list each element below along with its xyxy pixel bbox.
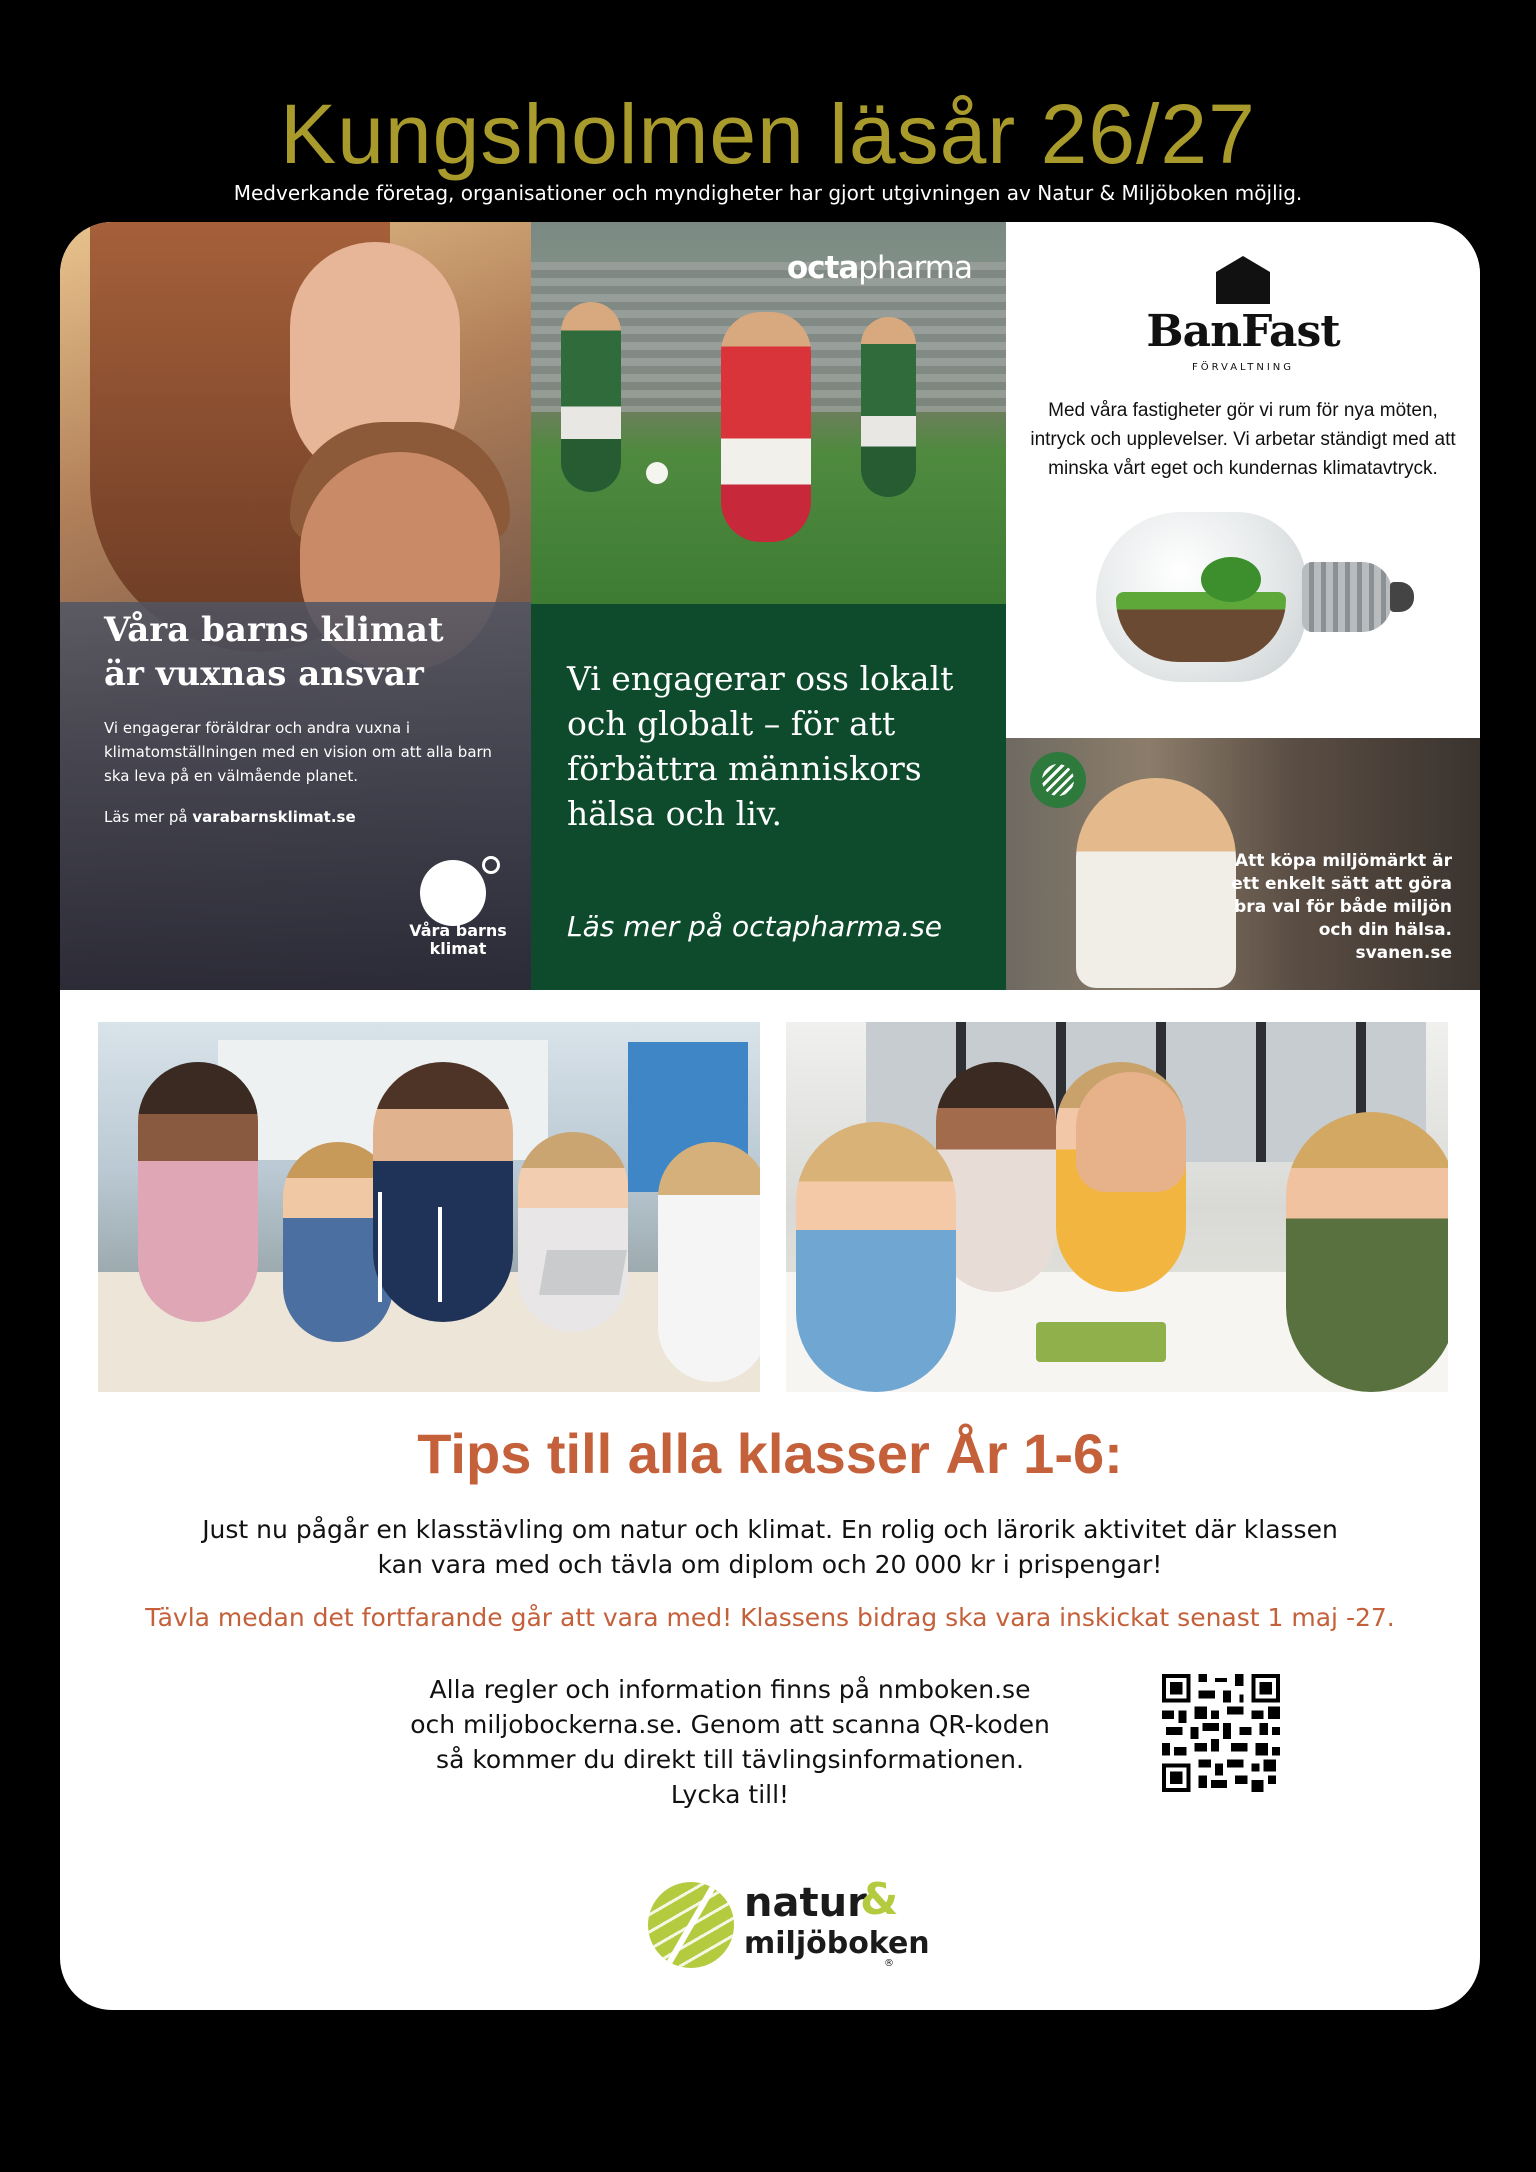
banfast-name: BanFast <box>1146 306 1340 357</box>
classroom-photo-1 <box>98 1022 760 1392</box>
tips-p3-line3: så kommer du direkt till tävlingsinformationen. <box>436 1745 1024 1774</box>
banfast-text: Med våra fastigheter gör vi rum för nya möten, intryck och upplevelser. Vi arbetar ständigt med att minska vårt eget och kundernas klimatavtryck. <box>1030 400 1456 479</box>
tips-heading: Tips till alla klasser År 1-6: <box>417 1422 1123 1485</box>
logo-ampersand: & <box>860 1874 899 1925</box>
octapharma-quote: Vi engagerar oss lokalt och globalt – för att förbättra människors hälsa och liv. <box>567 659 954 833</box>
bulb-base <box>1302 562 1392 632</box>
teacher <box>373 1062 513 1322</box>
bulb-tip <box>1390 582 1414 612</box>
banfast-sub: FÖRVALTNING <box>1191 362 1295 373</box>
vbk-logo-line1: Våra barns <box>409 921 507 940</box>
tips-paragraph-3 <box>410 1672 1050 1812</box>
soccer-player-green-1 <box>561 302 621 492</box>
wind-turbine-model-2 <box>438 1207 442 1302</box>
tips-p1-line2: kan vara med och tävla om diplom och 20 000 kr i prispengar! <box>377 1550 1163 1579</box>
tips-p1-line1: Just nu pågår en klasstävling om natur och klimat. En rolig och lärorik aktivitet där klassen <box>202 1515 1338 1544</box>
vbk-more-prefix: Läs mer på <box>104 808 193 826</box>
bulb-tree <box>1201 557 1261 602</box>
bulb-landscape <box>1116 592 1286 662</box>
vbk-headline <box>104 608 504 696</box>
pencil-box <box>1036 1322 1166 1362</box>
tips-p3-line4: Lycka till! <box>670 1780 790 1809</box>
wind-turbine-model-1 <box>378 1192 382 1302</box>
laptop <box>539 1250 627 1295</box>
vbk-more <box>104 808 356 826</box>
vara-barns-klimat-logo <box>400 856 510 966</box>
octapharma-photo <box>531 222 1006 604</box>
vbk-headline-line2: är vuxnas ansvar <box>104 654 424 694</box>
logo-word-natur: natur <box>744 1880 867 1926</box>
page-title: Kungsholmen läsår 26/27 <box>280 87 1256 181</box>
svanen-line1: Att köpa miljömärkt är <box>1234 851 1452 871</box>
octapharma-logo-light: pharma <box>858 250 972 286</box>
student-boy-1 <box>796 1122 956 1392</box>
lightbulb-image <box>1096 512 1306 682</box>
tips-p3-line2: och miljobockerna.se. Genom att scanna QR-koden <box>410 1710 1050 1739</box>
octapharma-logo <box>787 250 972 286</box>
high-five-hands <box>1076 1072 1186 1192</box>
svanen-link[interactable]: svanen.se <box>1355 943 1452 963</box>
soccer-player-green-2 <box>861 317 916 497</box>
soccer-ball <box>646 462 668 484</box>
vara-barns-klimat-ad[interactable] <box>60 222 531 990</box>
tips-p3-line1: Alla regler och information finns på nmboken.se <box>429 1675 1031 1704</box>
vbk-more-link[interactable]: varabarnsklimat.se <box>192 808 356 826</box>
vbk-headline-line1: Våra barns klimat <box>104 610 444 650</box>
octapharma-link[interactable]: Läs mer på octapharma.se <box>567 910 942 943</box>
logo-ring-icon <box>482 856 500 874</box>
student-girl-3 <box>658 1142 760 1382</box>
student-girl-2 <box>518 1132 628 1332</box>
svanen-line4: och din hälsa. <box>1318 920 1452 940</box>
qr-code-icon[interactable] <box>1162 1674 1280 1792</box>
student-girl-1 <box>138 1062 258 1322</box>
svanen-logo-icon <box>1030 752 1086 808</box>
classroom-photo-2 <box>786 1022 1448 1392</box>
octapharma-ad[interactable] <box>531 604 1006 990</box>
leaf-icon <box>648 1882 734 1968</box>
octapharma-logo-bold: octa <box>786 250 859 286</box>
vbk-logo-text <box>398 922 518 958</box>
natur-miljoboken-logo <box>648 1874 930 1976</box>
svanen-text <box>1202 850 1452 965</box>
banfast-ad[interactable] <box>1006 222 1480 738</box>
page-subtitle: Medverkande företag, organisationer och myndigheter har gjort utgivningen av Natur & Miljöboken möjlig. <box>233 181 1303 205</box>
vbk-body: Vi engagerar föräldrar och andra vuxna i klimatomställningen med en vision om att alla barn ska leva på en välmående planet. <box>104 719 492 785</box>
svanen-line3: bra val för både miljön <box>1234 897 1452 917</box>
student-boy-2 <box>1286 1112 1448 1392</box>
soccer-player-red <box>721 312 811 542</box>
vbk-logo-line2: klimat <box>429 939 487 958</box>
tips-paragraph-1 <box>120 1512 1420 1582</box>
logo-circle-icon <box>420 860 486 926</box>
content-card <box>60 222 1480 2010</box>
logo-registered: ® <box>884 1958 894 1969</box>
banfast-house-icon <box>1216 256 1270 304</box>
tips-paragraph-2: Tävla medan det fortfarande går att vara med! Klassens bidrag ska vara inskickat senast 1 maj -27. <box>145 1603 1395 1632</box>
logo-word-miljoboken: miljöboken <box>744 1926 930 1961</box>
svanen-ad[interactable] <box>1006 738 1480 990</box>
svanen-line2: ett enkelt sätt att göra <box>1231 874 1452 894</box>
